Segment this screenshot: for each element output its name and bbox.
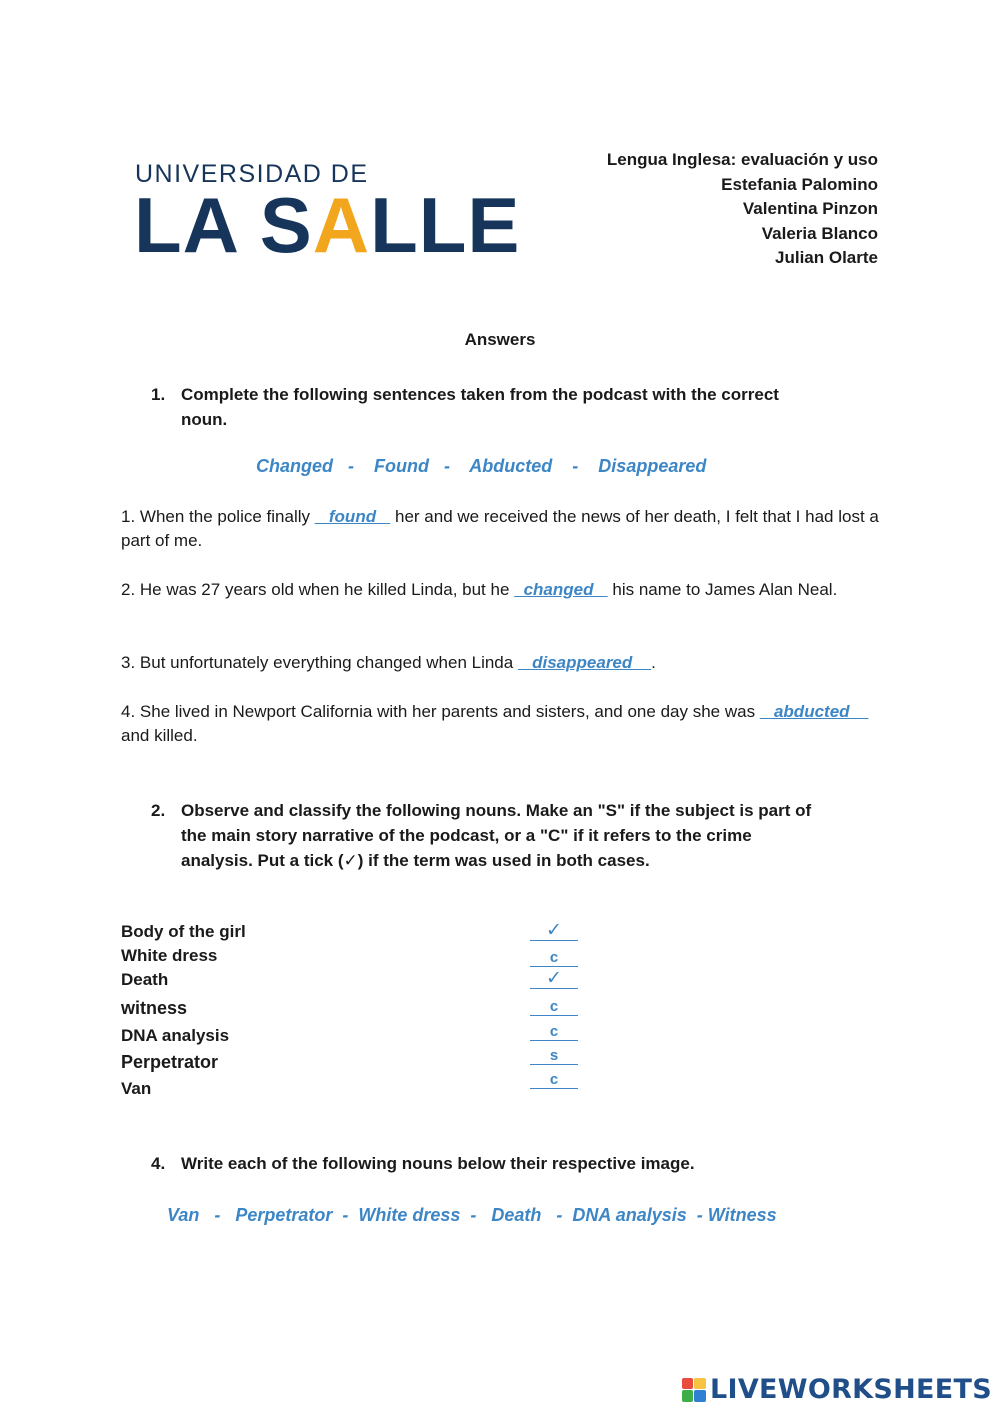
sentence-1: [121, 505, 881, 553]
university-logo: [134, 181, 521, 269]
answer-white-dress[interactable]: c: [530, 949, 578, 967]
logo-part-c: LLE: [370, 181, 521, 269]
question-1-text-line1: Complete the following sentences taken from the podcast with the correct: [181, 385, 779, 404]
word-bank-1: Changed - Found - Abducted - Disappeared: [256, 456, 707, 476]
term-perpetrator: Perpetrator: [121, 1052, 219, 1072]
term-body-of-the-girl: Body of the girl: [121, 922, 246, 941]
answer-perpetrator[interactable]: s: [530, 1047, 578, 1065]
author-2: Valentina Pinzon: [742, 199, 878, 218]
question-1-text-line2: noun.: [181, 410, 228, 429]
author-1: Estefania Palomino: [721, 174, 878, 194]
liveworksheets-wordmark: LIVEWORKSHEETS: [709, 1374, 992, 1405]
sentence-2-text-start: 2. He was 27 years old when he killed Linda, but he: [121, 580, 515, 599]
question-4-number: 4.: [151, 1154, 166, 1173]
header-info: [607, 148, 878, 271]
sentence-1-text-start: 1. When the police finally: [121, 507, 315, 526]
sentence-3-text-end: .: [651, 653, 656, 672]
question-2-text-line1: Observe and classify the following nouns. Make an "S" if the subject is part of: [181, 801, 812, 820]
term-witness: witness: [121, 998, 188, 1018]
question-2-text-line3: analysis. Put a tick (✓) if the term was used in both cases.: [181, 851, 650, 870]
sentence-3: [121, 651, 881, 675]
sentence-4-text-start: 4. She lived in Newport California with her parents and sisters, and one day she was: [121, 702, 760, 721]
answer-death[interactable]: ✓: [530, 970, 578, 989]
term-dna-analysis: DNA analysis: [121, 1026, 230, 1045]
icon-square-blue: [694, 1390, 706, 1402]
answer-blank-found[interactable]: found: [314, 507, 391, 526]
sentence-3-text-start: 3. But unfortunately everything changed when Linda: [121, 653, 518, 672]
question-1-number: 1.: [151, 385, 166, 404]
question-1: [151, 382, 871, 434]
answer-blank-changed[interactable]: changed: [514, 580, 608, 599]
question-2-text-line2: the main story narrative of the podcast, or a "C" if it refers to the crime: [181, 826, 752, 845]
term-death: Death: [121, 970, 169, 989]
logo-part-a: LA S: [134, 181, 313, 269]
term-white-dress: White dress: [121, 946, 218, 965]
logo-star-letter: A: [312, 181, 371, 269]
icon-square-red: [682, 1378, 694, 1390]
answer-blank-abducted[interactable]: abducted: [759, 702, 869, 721]
page-title: Answers: [464, 330, 536, 349]
university-logo-line1: UNIVERSIDAD DE: [135, 160, 369, 188]
icon-square-green: [682, 1390, 694, 1402]
term-van: Van: [121, 1079, 152, 1098]
sentence-2: [121, 578, 881, 602]
sentence-1-text-end: her and we received the news of her death, I felt that I had lost a part of me.: [121, 507, 879, 550]
course-name: Lengua Inglesa: evaluación y uso: [606, 150, 878, 169]
answer-dna-analysis[interactable]: c: [530, 1023, 578, 1041]
answer-body-of-the-girl[interactable]: ✓: [530, 922, 578, 941]
author-4: Julian Olarte: [775, 248, 878, 267]
question-2: [151, 798, 891, 874]
question-2-number: 2.: [151, 801, 166, 820]
question-4: [151, 1151, 871, 1177]
sentence-2-text-end: his name to James Alan Neal.: [607, 580, 838, 599]
question-4-text: Write each of the following nouns below their respective image.: [181, 1154, 695, 1173]
answer-blank-disappeared[interactable]: disappeared: [517, 653, 652, 672]
answer-witness[interactable]: c: [530, 998, 578, 1016]
sentence-4: [121, 700, 881, 748]
liveworksheets-icon: [682, 1378, 706, 1402]
author-3: Valeria Blanco: [761, 223, 878, 243]
answer-van[interactable]: c: [530, 1071, 578, 1089]
word-bank-4: Van - Perpetrator - White dress - Death - DNA analysis - Witness: [167, 1205, 777, 1225]
liveworksheets-logo[interactable]: [682, 1374, 992, 1405]
sentence-4-text-end: and killed.: [121, 726, 198, 745]
icon-square-yellow: [694, 1378, 706, 1390]
